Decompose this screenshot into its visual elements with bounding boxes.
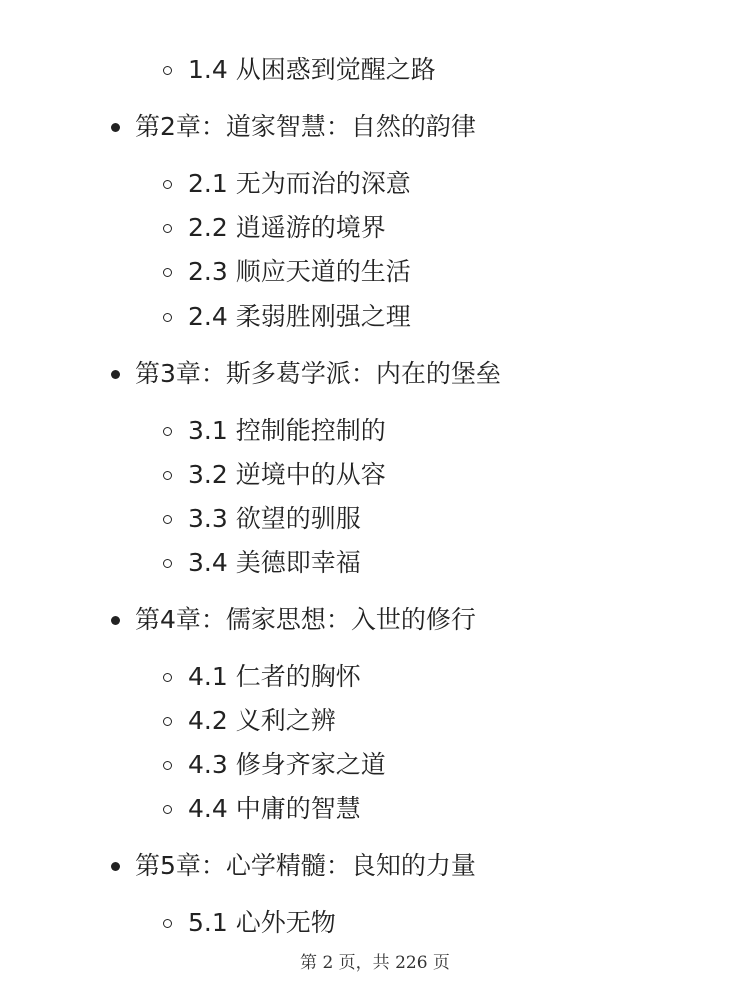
disc-bullet-icon — [111, 123, 120, 132]
circle-bullet-icon — [163, 427, 172, 436]
toc-section-label: 3.4 美德即幸福 — [188, 548, 361, 577]
circle-bullet-icon — [163, 66, 172, 75]
circle-bullet-icon — [163, 761, 172, 770]
circle-bullet-icon — [163, 559, 172, 568]
toc-section-label: 2.2 逍遥游的境界 — [188, 213, 386, 242]
toc-section-label: 2.4 柔弱胜刚强之理 — [188, 302, 411, 331]
page-footer: 第 2 页，共 226 页 — [300, 953, 450, 973]
circle-bullet-icon — [163, 268, 172, 277]
toc-section-label: 2.3 顺应天道的生活 — [188, 257, 411, 286]
toc-chapter-label: 第2章：道家智慧：自然的韵律 — [135, 112, 476, 141]
circle-bullet-icon — [163, 515, 172, 524]
circle-bullet-icon — [163, 313, 172, 322]
toc-section-label: 1.4 从困惑到觉醒之路 — [188, 55, 436, 84]
toc-section-label: 4.4 中庸的智慧 — [188, 794, 361, 823]
circle-bullet-icon — [163, 673, 172, 682]
circle-bullet-icon — [163, 471, 172, 480]
toc-section-label: 3.3 欲望的驯服 — [188, 504, 361, 533]
toc-section-label: 3.2 逆境中的从容 — [188, 460, 386, 489]
circle-bullet-icon — [163, 224, 172, 233]
circle-bullet-icon — [163, 805, 172, 814]
toc-chapter-label: 第3章：斯多葛学派：内在的堡垒 — [135, 359, 501, 388]
toc-section-label: 4.1 仁者的胸怀 — [188, 662, 361, 691]
toc-chapter-label: 第4章：儒家思想：入世的修行 — [135, 605, 476, 634]
toc-section-label: 2.1 无为而治的深意 — [188, 169, 411, 198]
toc-section-label: 5.1 心外无物 — [188, 908, 336, 937]
toc-section-label: 4.3 修身齐家之道 — [188, 750, 386, 779]
toc-chapter-label: 第5章：心学精髓：良知的力量 — [135, 851, 476, 880]
toc-section-label: 3.1 控制能控制的 — [188, 416, 386, 445]
disc-bullet-icon — [111, 862, 120, 871]
circle-bullet-icon — [163, 180, 172, 189]
toc-section-label: 4.2 义利之辨 — [188, 706, 336, 735]
circle-bullet-icon — [163, 919, 172, 928]
disc-bullet-icon — [111, 616, 120, 625]
circle-bullet-icon — [163, 717, 172, 726]
disc-bullet-icon — [111, 370, 120, 379]
